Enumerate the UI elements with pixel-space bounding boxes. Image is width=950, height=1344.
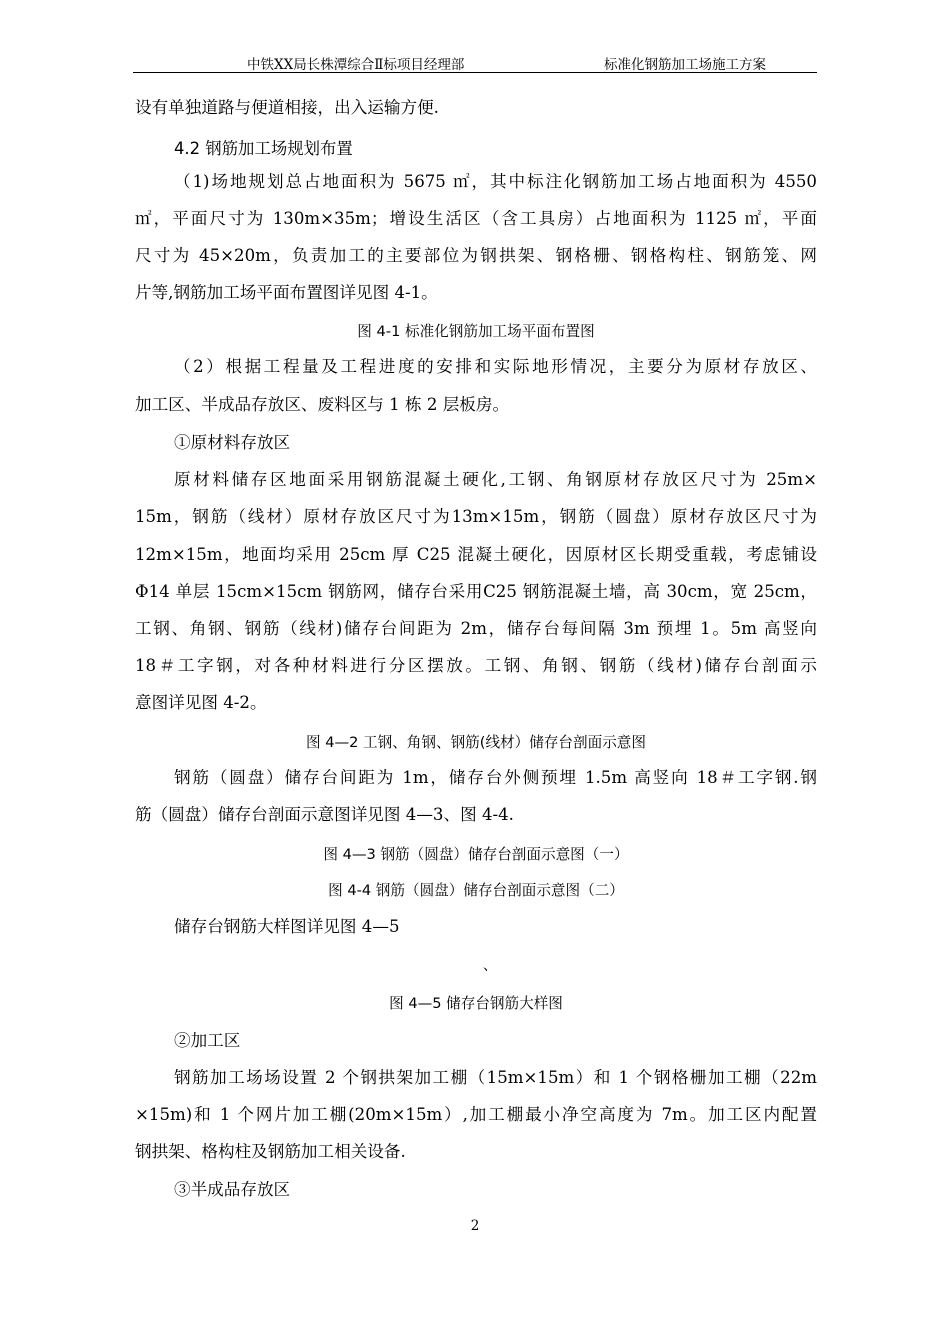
figure-caption: 图 4—3 钢筋（圆盘）储存台剖面示意图（一） xyxy=(323,846,629,863)
body-line: 钢筋（圆盘）储存台间距为 1m，储存台外侧预埋 1.5m 高竖向 18＃工字钢.钢 xyxy=(174,768,817,787)
page-number: 2 xyxy=(470,1218,480,1234)
body-line: 加工区、半成品存放区、废料区与 1 栋 2 层板房。 xyxy=(135,395,510,414)
subsection-heading: ②加工区 xyxy=(174,1031,241,1050)
section-heading: 4.2 钢筋加工场规划布置 xyxy=(174,139,353,158)
body-line: 钢拱架、格构柱及钢筋加工相关设备. xyxy=(135,1142,406,1161)
body-line: 片等,钢筋加工场平面布置图详见图 4-1。 xyxy=(135,283,438,302)
body-line: ㎡，平面尺寸为 130m×35m；增设生活区（含工具房）占地面积为 1125 ㎡，平面 xyxy=(135,209,817,228)
header-left-text: 中铁XX局长株潭综合Ⅱ标项目经理部 xyxy=(247,57,465,73)
page-header xyxy=(133,50,817,73)
body-line: 15m，钢筋（线材）原材存放区尺寸为13m×15m，钢筋（圆盘）原材存放区尺寸为 xyxy=(135,507,817,526)
body-line: 12m×15m，地面均采用 25cm 厚 C25 混凝土硬化，因原材区长期受重载，考虑铺设 xyxy=(135,545,817,564)
body-line: （1)场地规划总占地面积为 5675 ㎡，其中标注化钢筋加工场占地面积为 4550 xyxy=(174,172,817,191)
body-line: 意图详见图 4-2。 xyxy=(135,693,267,712)
body-line: 钢筋加工场场设置 2 个钢拱架加工棚（15m×15m）和 1 个钢格栅加工棚（22m xyxy=(174,1068,817,1087)
body-line: Φ14 单层 15cm×15cm 钢筋网，储存台采用C25 钢筋混凝土墙，高 30cm，宽 25cm， xyxy=(135,582,817,601)
body-line: 原材料储存区地面采用钢筋混凝土硬化,工钢、角钢原材存放区尺寸为 25m× xyxy=(174,470,817,489)
body-line: 尺寸为 45×20m，负责加工的主要部位为钢拱架、钢格栅、钢格构柱、钢筋笼、网 xyxy=(135,246,817,265)
figure-caption: 图 4-4 钢筋（圆盘）储存台剖面示意图（二） xyxy=(328,882,624,899)
body-line: ×15m)和 1 个网片加工棚(20m×15m）,加工棚最小净空高度为 7m。加工区内配置 xyxy=(135,1105,817,1124)
body-line: 筋（圆盘）储存台剖面示意图详见图 4—3、图 4-4. xyxy=(135,805,514,824)
body-line: 18＃工字钢，对各种材料进行分区摆放。工钢、角钢、钢筋（线材)储存台剖面示 xyxy=(135,656,817,675)
figure-caption: 图 4-1 标准化钢筋加工场平面布置图 xyxy=(357,323,595,340)
subsection-heading: ①原材料存放区 xyxy=(174,433,291,452)
stray-mark: 、 xyxy=(483,958,497,974)
body-line: （2）根据工程量及工程进度的安排和实际地形情况，主要分为原材存放区、 xyxy=(174,357,817,376)
figure-caption: 图 4—2 工钢、角钢、钢筋(线材）储存台剖面示意图 xyxy=(305,734,646,751)
body-line: 储存台钢筋大样图详见图 4—5 xyxy=(174,917,400,936)
body-line: 设有单独道路与便道相接，出入运输方便. xyxy=(135,98,439,117)
figure-caption: 图 4—5 储存台钢筋大样图 xyxy=(389,995,563,1012)
header-right-text: 标准化钢筋加工场施工方案 xyxy=(604,57,766,73)
body-line: 工钢、角钢、钢筋（线材)储存台间距为 2m，储存台每间隔 3m 预埋 1。5m 高竖向 xyxy=(135,619,817,638)
subsection-heading: ③半成品存放区 xyxy=(174,1180,291,1199)
